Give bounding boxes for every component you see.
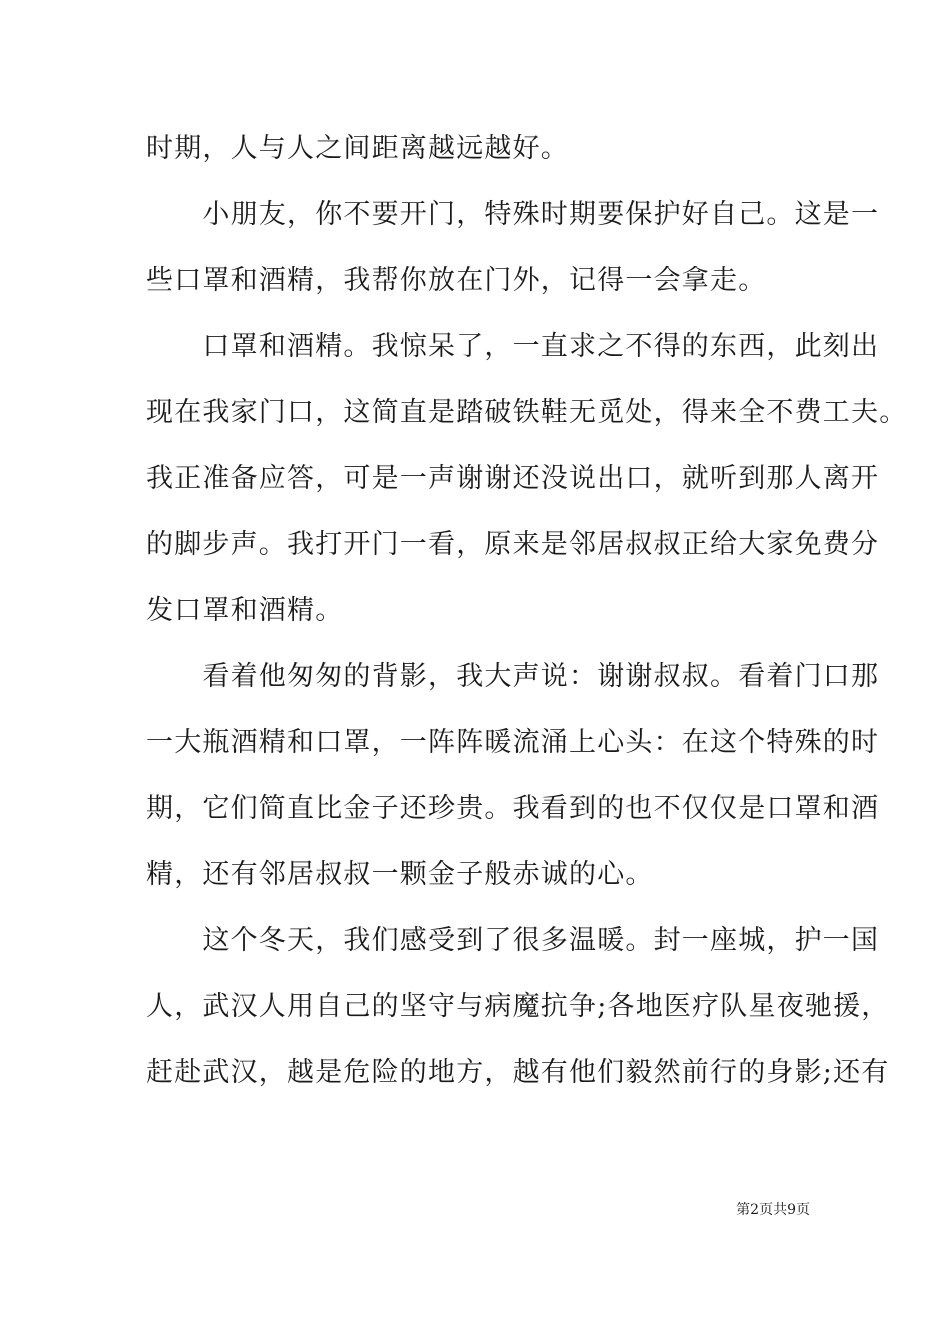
text-line: 人，武汉人用自己的坚守与病魔抗争;各地医疗队星夜驰援， [146,991,890,1022]
text-line: 赶赴武汉，越是危险的地方，越有他们毅然前行的身影;还有 [146,1057,890,1088]
text-line: 口罩和酒精。我惊呆了，一直求之不得的东西，此刻出 [146,331,880,362]
text-line: 期，它们简直比金子还珍贵。我看到的也不仅仅是口罩和酒 [146,793,880,824]
text-line: 一大瓶酒精和口罩，一阵阵暖流涌上心头：在这个特殊的时 [146,727,880,758]
text-line: 看着他匆匆的背影，我大声说：谢谢叔叔。看着门口那 [146,661,880,692]
text-line: 时期，人与人之间距离越远越好。 [146,133,569,164]
text-line: 的脚步声。我打开门一看，原来是邻居叔叔正给大家免费分 [146,529,880,560]
text-line: 些口罩和酒精，我帮你放在门外，记得一会拿走。 [146,265,767,296]
text-line: 精，还有邻居叔叔一颗金子般赤诚的心。 [146,859,654,890]
text-line: 发口罩和酒精。 [146,595,344,626]
text-line: 这个冬天，我们感受到了很多温暖。封一座城，护一国 [146,925,880,956]
text-line: 现在我家门口，这简直是踏破铁鞋无觅处，得来全不费工夫。 [146,397,908,428]
text-line: 我正准备应答，可是一声谢谢还没说出口，就听到那人离开 [146,463,880,494]
page-number: 第2页共9页 [736,1202,810,1218]
text-line: 小朋友，你不要开门，特殊时期要保护好自己。这是一 [146,199,880,230]
